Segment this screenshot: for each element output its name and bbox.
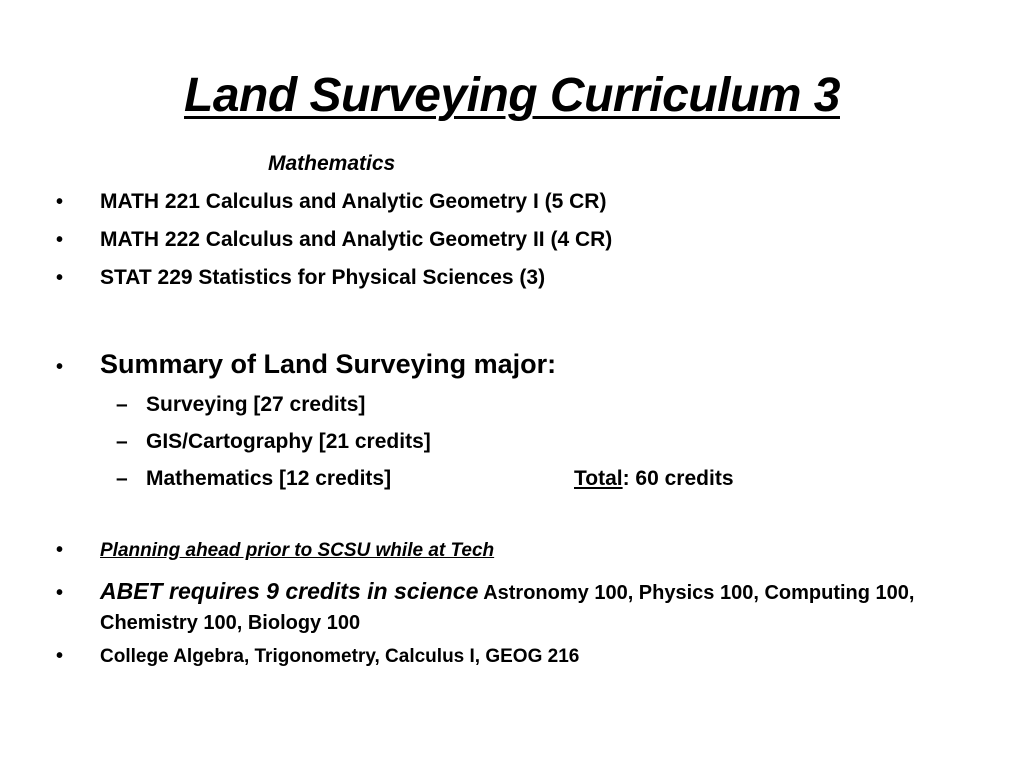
total-label: Total: [574, 467, 623, 490]
abet-courses: Astronomy 100, Physics 100, Computing 100, Chemistry 100, Biology 100: [100, 582, 915, 634]
total-credits: [574, 465, 734, 493]
planning-note: Planning ahead prior to SCSU while at Tech: [100, 540, 495, 561]
summary-heading: Summary of Land Surveying major:: [100, 349, 557, 379]
list-item: [56, 188, 606, 216]
course-item: MATH 222 Calculus and Analytic Geometry II (4 CR): [100, 228, 613, 251]
slide-title: Land Surveying Curriculum 3: [184, 69, 840, 122]
list-item: [116, 391, 365, 419]
list-item: [56, 264, 545, 292]
course-item: STAT 229 Statistics for Physical Sciences (3): [100, 266, 546, 289]
summary-item: Mathematics [12 credits]: [146, 467, 392, 490]
dash-icon: –: [116, 467, 128, 490]
list-item: [116, 465, 391, 493]
dash-icon: –: [116, 430, 128, 453]
list-item: [56, 576, 956, 638]
dash-icon: –: [116, 393, 128, 416]
abet-note: [100, 576, 956, 638]
prereq-note: College Algebra, Trigonometry, Calculus I, GEOG 216: [100, 646, 580, 667]
abet-lead: ABET requires 9 credits in science: [100, 578, 479, 604]
bullet-icon: •: [56, 582, 64, 604]
summary-item: Surveying [27 credits]: [146, 393, 366, 416]
bullet-icon: •: [56, 645, 64, 667]
list-item: [56, 537, 494, 564]
bullet-icon: •: [56, 356, 64, 378]
bullet-icon: •: [56, 229, 64, 251]
course-item: MATH 221 Calculus and Analytic Geometry I (5 CR): [100, 190, 607, 213]
list-item: [56, 226, 612, 254]
list-item: [56, 643, 579, 670]
list-item: [116, 428, 431, 456]
bullet-icon: •: [56, 539, 64, 561]
bullet-icon: •: [56, 267, 64, 289]
bullet-icon: •: [56, 191, 64, 213]
total-value: : 60 credits: [622, 467, 734, 490]
section-subheading: Mathematics: [268, 152, 396, 175]
list-item: [56, 347, 556, 384]
summary-item: GIS/Cartography [21 credits]: [146, 430, 431, 453]
